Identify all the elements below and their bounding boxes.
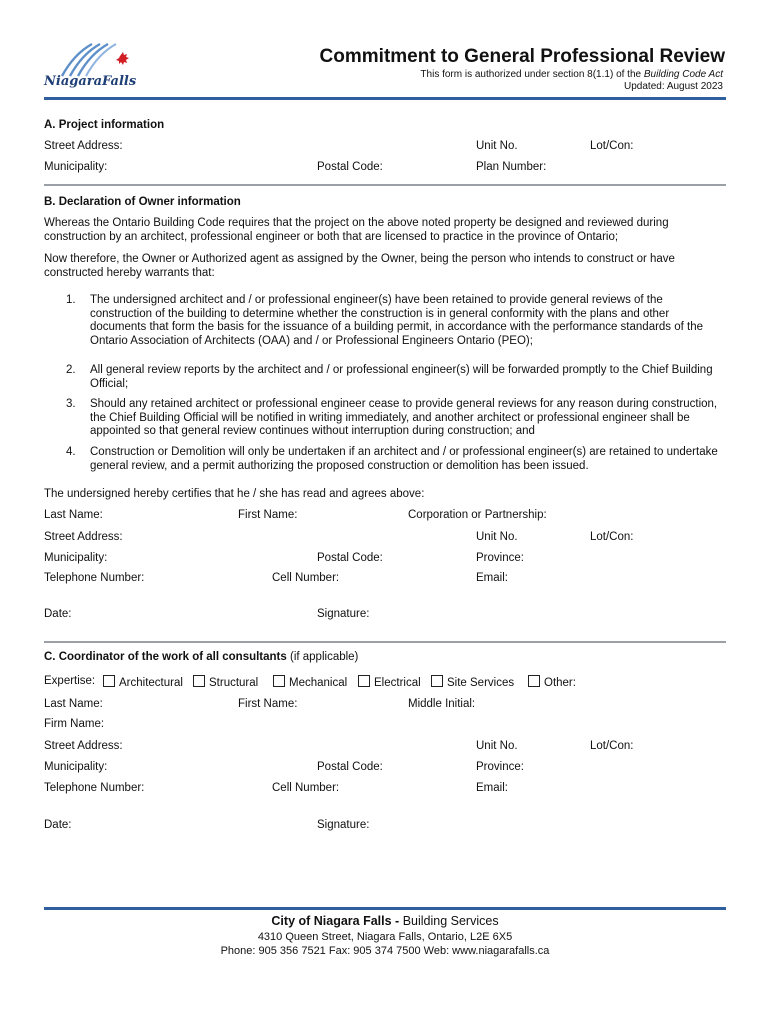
- section-a-heading: A. Project information: [44, 119, 165, 131]
- expertise-other-checkbox[interactable]: Other:: [528, 675, 576, 689]
- coordinator-unit-no-field[interactable]: Unit No.: [476, 740, 518, 752]
- owner-postal-code-field[interactable]: Postal Code:: [317, 552, 383, 564]
- owner-province-field[interactable]: Province:: [476, 552, 524, 564]
- coordinator-firm-name-field[interactable]: Firm Name:: [44, 718, 105, 730]
- now-therefore-paragraph: Now therefore, the Owner or Authorized agent as assigned by the Owner, being the person who intends to construct or have constructed hereby warrants that:: [44, 253, 675, 279]
- header-rule: [44, 97, 726, 100]
- project-street-address-label: Street Address:: [44, 140, 123, 152]
- footer-org: City of Niagara Falls - Building Services: [271, 914, 499, 928]
- footer-rule: [44, 907, 726, 910]
- footer-contact: Phone: 905 356 7521 Fax: 905 374 7500 Web: www.niagarafalls.ca: [220, 945, 550, 957]
- expertise-architectural-checkbox[interactable]: Architectural: [103, 675, 183, 689]
- owner-municipality-field[interactable]: Municipality:: [44, 552, 108, 564]
- owner-cell-field[interactable]: Cell Number:: [272, 572, 340, 584]
- coordinator-last-name-field[interactable]: Last Name:: [44, 698, 103, 710]
- owner-street-address-field[interactable]: Street Address:: [44, 531, 123, 543]
- footer-address: 4310 Queen Street, Niagara Falls, Ontario, L2E 6X5: [257, 931, 513, 943]
- coordinator-first-name-field[interactable]: First Name:: [238, 698, 298, 710]
- expertise-site-services-checkbox[interactable]: Site Services: [431, 675, 514, 689]
- expertise-electrical-checkbox[interactable]: Electrical: [358, 675, 421, 689]
- owner-telephone-field[interactable]: Telephone Number:: [44, 572, 145, 584]
- authorized-note: This form is authorized under section 8(1.1) of the Building Code Act: [420, 69, 723, 80]
- section-b-heading: B. Declaration of Owner information: [44, 196, 241, 208]
- list-item: 1. The undersigned architect and / or professional engineer(s) have been retained to provide general reviews of the construction of the building to determine whether the construction is in general conformity with the plans and other documents that form the basis for the issuance of a building permit, in accordance with the performance standards of the Ontario Association of Architects (OAA) and / or Professional Engineers Ontario (PEO);: [66, 294, 704, 347]
- owner-first-name-field[interactable]: First Name:: [238, 509, 298, 521]
- owner-unit-no-field[interactable]: Unit No.: [476, 531, 518, 543]
- expertise-structural-checkbox[interactable]: Structural: [193, 675, 258, 689]
- updated-date: Updated: August 2023: [624, 81, 723, 92]
- coordinator-email-field[interactable]: Email:: [476, 782, 508, 794]
- project-unit-no-label: Unit No.: [476, 140, 518, 152]
- owner-corporation-field[interactable]: Corporation or Partnership:: [408, 509, 547, 521]
- project-postal-code-label: Postal Code:: [317, 161, 383, 173]
- expertise-mechanical-checkbox[interactable]: Mechanical: [273, 675, 347, 689]
- form-title: Commitment to General Professional Review: [319, 46, 725, 67]
- section-b-rule: [44, 641, 726, 643]
- coordinator-cell-field[interactable]: Cell Number:: [272, 782, 340, 794]
- expertise-label: Expertise:: [44, 675, 96, 687]
- section-a-rule: [44, 184, 726, 186]
- owner-date-field[interactable]: Date:: [44, 608, 72, 620]
- list-item: 4. Construction or Demolition will only be undertaken if an architect and / or professional engineer(s) are retained to undertake general review, and a permit authorizing the proposed construction or demolition has been issued.: [66, 446, 718, 472]
- coordinator-street-address-field[interactable]: Street Address:: [44, 740, 123, 752]
- project-municipality-label: Municipality:: [44, 161, 108, 173]
- coordinator-lot-con-field[interactable]: Lot/Con:: [590, 740, 634, 752]
- owner-signature-field[interactable]: Signature:: [317, 608, 370, 620]
- project-lot-con-label: Lot/Con:: [590, 140, 634, 152]
- owner-lot-con-field[interactable]: Lot/Con:: [590, 531, 634, 543]
- list-item: 2. All general review reports by the architect and / or professional engineer(s) will be forwarded promptly to the Chief Building Official;: [66, 364, 713, 390]
- whereas-paragraph: Whereas the Ontario Building Code requires that the project on the above noted property be designed and reviewed during construction by an architect, professional engineer or both that are licensed to practice in the province of Ontario;: [44, 217, 669, 243]
- coordinator-date-field[interactable]: Date:: [44, 819, 72, 831]
- coordinator-middle-initial-field[interactable]: Middle Initial:: [408, 698, 476, 710]
- owner-last-name-field[interactable]: Last Name:: [44, 509, 103, 521]
- certify-statement: The undersigned hereby certifies that he / she has read and agrees above:: [44, 488, 425, 500]
- coordinator-signature-field[interactable]: Signature:: [317, 819, 370, 831]
- section-c-heading: C. Coordinator of the work of all consultants (if applicable): [44, 651, 359, 663]
- coordinator-telephone-field[interactable]: Telephone Number:: [44, 782, 145, 794]
- coordinator-province-field[interactable]: Province:: [476, 761, 524, 773]
- project-plan-number-label: Plan Number:: [476, 161, 547, 173]
- owner-email-field[interactable]: Email:: [476, 572, 508, 584]
- coordinator-municipality-field[interactable]: Municipality:: [44, 761, 108, 773]
- coordinator-postal-code-field[interactable]: Postal Code:: [317, 761, 383, 773]
- list-item: 3. Should any retained architect or professional engineer cease to provide general reviews for any reason during construction, the Chief Building Official will be notified in writing immediately, and another architect or professional engineer shall be appointed so that general review continues without interruption during construction; and: [66, 398, 718, 437]
- city-logo: [40, 40, 135, 95]
- logo-text: NiagaraFalls: [44, 74, 137, 89]
